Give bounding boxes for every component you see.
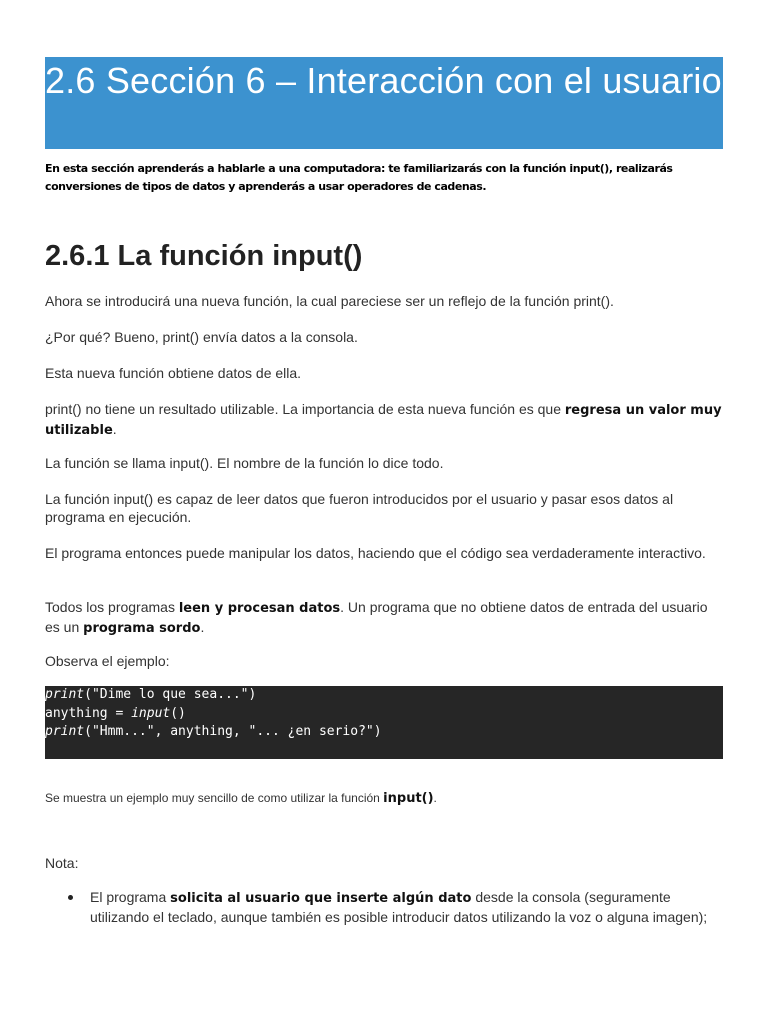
- bold-phrase: solicita al usuario que inserte algún dato: [170, 891, 472, 906]
- bold-phrase: input(): [383, 791, 434, 806]
- page-title: 2.6 Sección 6 – Interacción con el usuario: [45, 60, 722, 101]
- paragraph-6: La función input() es capaz de leer datos que fueron introducidos por el usuario y pasar esos datos al programa en ejecución.: [45, 491, 674, 525]
- list-item: El programa solicita al usuario que inserte algún dato desde la consola (seguramente utilizando el teclado, aunque también es posible introducir datos utilizando la voz o alguna imagen);: [45, 888, 725, 926]
- subsection-title: 2.6.1 La función input(): [45, 240, 363, 272]
- intro-text: En esta sección aprenderás a hablarle a una computadora: te familiarizarás con la función input(), realizarás conversiones de tipos de datos y aprenderás a usar operadores de cadenas.: [45, 162, 673, 193]
- code-line: print("Dime lo que sea..."): [45, 687, 257, 702]
- note-list: [45, 888, 725, 926]
- code-line: print("Hmm...", anything, "... ¿en serio?"): [45, 724, 382, 739]
- paragraph-5: La función se llama input(). El nombre de la función lo dice todo.: [45, 455, 444, 471]
- note-label: Nota:: [45, 855, 79, 871]
- code-line: anything = input(): [45, 705, 186, 721]
- paragraph-8: Todos los programas leen y procesan datos. Un programa que no obtiene datos de entrada del usuario es un programa sordo.: [45, 599, 708, 636]
- paragraph-7: El programa entonces puede manipular los datos, haciendo que el código sea verdaderamente interactivo.: [45, 545, 706, 561]
- paragraph-4: print() no tiene un resultado utilizable. La importancia de esta nueva función es que regresa un valor muy utilizable.: [45, 401, 722, 438]
- paragraph-3: Esta nueva función obtiene datos de ella.: [45, 365, 302, 381]
- section-banner: [45, 57, 723, 149]
- paragraph-2: ¿Por qué? Bueno, print() envía datos a la consola.: [45, 329, 358, 345]
- bold-phrase: leen y procesan datos: [178, 601, 341, 616]
- code-block: [45, 686, 723, 759]
- paragraph-10: Se muestra un ejemplo muy sencillo de como utilizar la función input().: [45, 791, 437, 806]
- paragraph-1: Ahora se introducirá una nueva función, la cual pareciese ser un reflejo de la función print().: [45, 293, 614, 309]
- bold-phrase: regresa un valor muy utilizable: [45, 403, 722, 438]
- paragraph-9: Observa el ejemplo:: [45, 653, 170, 669]
- bold-phrase: programa sordo: [83, 621, 201, 636]
